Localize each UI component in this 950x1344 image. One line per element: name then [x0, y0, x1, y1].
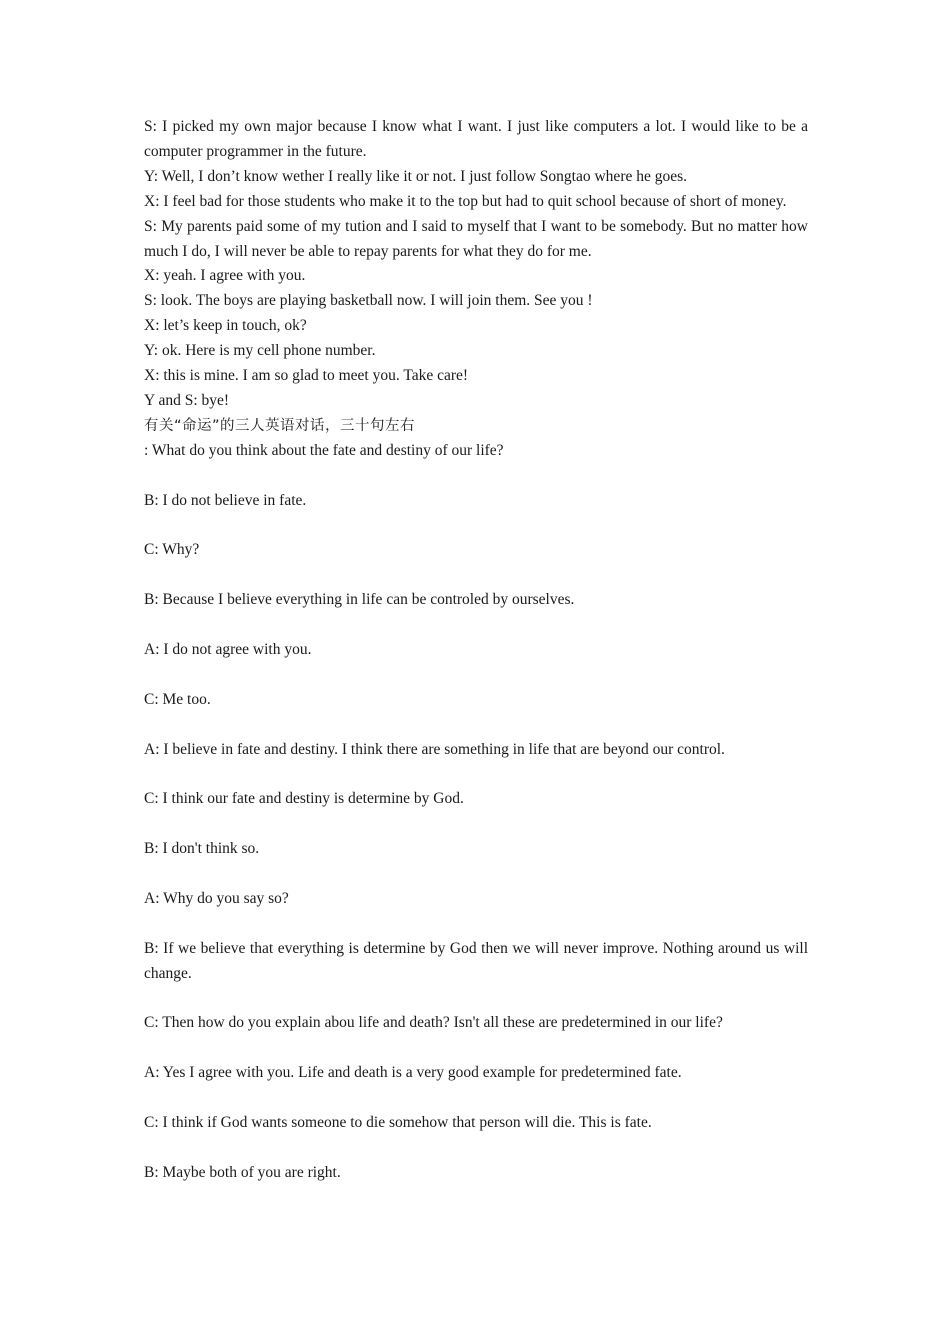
- blank-line: [144, 713, 808, 738]
- dialogue-line: B: I do not believe in fate.: [144, 491, 307, 509]
- dialogue-line: C: Then how do you explain abou life and death? Isn't all these are predetermined in our life?: [144, 1014, 723, 1032]
- blank-line: [144, 812, 808, 837]
- blank-line: [144, 513, 808, 538]
- dialogue-line: A: Yes I agree with you. Life and death is a very good example for predetermined fate.: [144, 1064, 682, 1082]
- blank-line: [144, 663, 808, 688]
- dialogue-line: B: Maybe both of you are right.: [144, 1163, 341, 1181]
- dialogue-line: B: If we believe that everything is determine by God then we will never improve. Nothing around us will change.: [144, 939, 808, 982]
- blank-line: [144, 613, 808, 638]
- blank-line: [144, 1136, 808, 1161]
- blank-line: [144, 862, 808, 887]
- blank-line: [144, 987, 808, 1012]
- dialogue-line: S: My parents paid some of my tution and I said to myself that I want to be somebody. But no matter how much I do, I will never be able to repay parents for what they do for me.: [144, 217, 808, 260]
- section-heading: 有关“命运”的三人英语对话，三十句左右: [144, 417, 416, 434]
- blank-line: [144, 563, 808, 588]
- blank-line: [144, 762, 808, 787]
- dialogue-line: X: yeah. I agree with you.: [144, 267, 306, 285]
- dialogue-line: X: let’s keep in touch, ok?: [144, 317, 307, 335]
- dialogue-line: B: I don't think so.: [144, 840, 260, 858]
- blank-line: [144, 912, 808, 937]
- dialogue-line: C: I think our fate and destiny is determine by God.: [144, 790, 464, 808]
- dialogue-line: A: Why do you say so?: [144, 889, 289, 907]
- dialogue-line: B: Because I believe everything in life can be controled by ourselves.: [144, 591, 575, 609]
- blank-line: [144, 1036, 808, 1061]
- dialogue-line: A: I do not agree with you.: [144, 640, 312, 658]
- blank-line: [144, 1086, 808, 1111]
- blank-line: [144, 464, 808, 489]
- dialogue-line: C: I think if God wants someone to die somehow that person will die. This is fate.: [144, 1114, 652, 1132]
- dialogue-line: Y: ok. Here is my cell phone number.: [144, 342, 376, 360]
- dialogue-line: A: I believe in fate and destiny. I think there are something in life that are beyond our control.: [144, 740, 725, 758]
- document-body: [144, 115, 808, 1186]
- dialogue-line: Y: Well, I don’t know wether I really like it or not. I just follow Songtao where he goes.: [144, 167, 688, 185]
- dialogue-line: X: this is mine. I am so glad to meet you. Take care!: [144, 367, 469, 385]
- dialogue-line: : What do you think about the fate and destiny of our life?: [144, 441, 504, 459]
- dialogue-line: C: Why?: [144, 541, 200, 559]
- dialogue-line: Y and S: bye!: [144, 391, 230, 409]
- dialogue-line: S: look. The boys are playing basketball now. I will join them. See you !: [144, 292, 593, 310]
- dialogue-line: S: I picked my own major because I know what I want. I just like computers a lot. I would like to be a computer programmer in the future.: [144, 118, 808, 160]
- dialogue-line: C: Me too.: [144, 690, 211, 708]
- dialogue-line: X: I feel bad for those students who make it to the top but had to quit school because of short of money.: [144, 192, 787, 210]
